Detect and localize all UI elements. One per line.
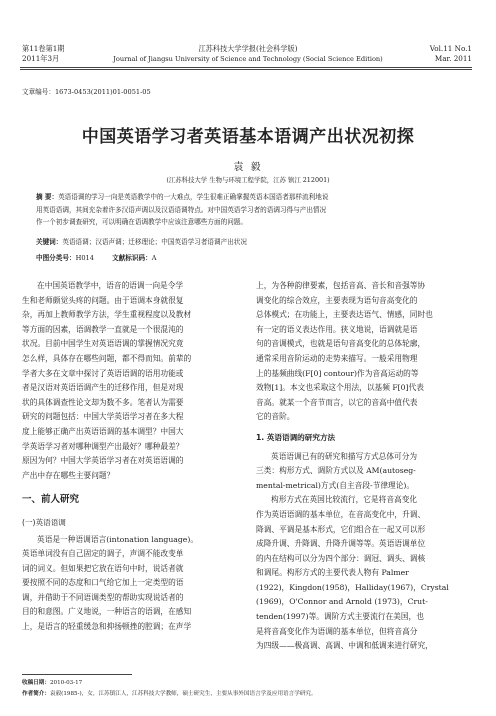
doc-code-label: 文献标识码： [112, 254, 152, 262]
intro-line: 学者大多在文章中探讨了英语语调的语用功能或 [22, 368, 184, 378]
volume-issue-en: Vol.11 No.1 [429, 44, 472, 53]
body-line: 效物[1]。本文也采取这个用法，以基频 F[0]代表 [256, 383, 424, 393]
intro-line: 生和老师颇觉头疼的问题。由于语调本身就很复 [22, 295, 184, 305]
body-line: 为四级——极高调、高调、中调和低调来进行研究， [256, 641, 433, 651]
left-column [22, 279, 241, 635]
author-info-label: 作者简介： [22, 690, 50, 697]
section-heading: 一、前人研究 [22, 494, 80, 506]
keywords-label: 关键词： [36, 238, 63, 246]
clc-code: H014 [75, 254, 94, 262]
intro-line: 等方面的因素，语调教学一直就是一个很混沌的 [22, 324, 184, 334]
author-name: 袁 毅 [233, 162, 263, 173]
journal-name-en: Journal of Jiangsu University of Science and Technology (Social Science Edition) [113, 55, 383, 63]
body-line: 通常采用音阶运动的走势来描写。一般采用物理 [256, 353, 418, 363]
body-line: 上的基频曲线(F[0] contour)作为音高运动的等 [256, 368, 419, 378]
body-line: 的内在结构可以分为四个部分：调冠、调头、调核 [256, 553, 426, 563]
body-line: 三类：构形方式、调阶方式以及 AM(autoseg- [256, 466, 416, 476]
article-number: 文章编号：1673-0453(2011)01-0051-05 [22, 88, 151, 96]
subsection-heading: 1. 英语语调的研究方法 [256, 432, 336, 442]
footnote [22, 678, 474, 699]
date-cn: 2011年3月 [22, 54, 60, 63]
doc-code: A [151, 254, 157, 262]
body-line: 英语语调已有的研究和描写方式总体可分为 [271, 451, 418, 461]
keywords-text: 英语语调；汉语声调；迁移理论；中国英语学习者语调产出状况 [62, 238, 247, 246]
intro-line: 度上能够正确产出英语语调的基本调型？中国大 [22, 426, 184, 436]
body-line: (1922)，Kingdon(1958)，Halliday(1967)，Crystal [256, 582, 449, 592]
abstract-line: 作一个初步调查研究，可以明确在语调教学中应该注意哪些方面的问题。 [36, 218, 247, 226]
body-line: 调，并借助于不同语调类型的帮助实现说话者的 [22, 592, 184, 602]
intro-line: 状的具体调查性论文却为数不多。笔者认为需要 [22, 397, 184, 407]
body-line: 英语单词没有自己固定的调子，声调不能改变单 [22, 549, 184, 559]
body-line: 和调尾。构形方式的主要代表人物有 Palmer [256, 568, 409, 578]
intro-line: 怎么样，具体存在哪些问题，都不得而知。前辈的 [22, 353, 192, 363]
body-line: 有一定的语义表达作用。狭义地说，语调就是语 [256, 324, 418, 334]
body-line: 总体模式；在功能上，主要表达语气、情感，同时也 [256, 310, 433, 320]
date-en: Mar. 2011 [434, 54, 472, 63]
intro-line: 杂，再加上教师教学方法，学生重视程度以及教材 [22, 310, 192, 320]
received-label: 收稿日期： [22, 680, 50, 686]
intro-line: 在中国英语教学中，语音的语调一向是令学 [37, 281, 184, 290]
intro-line: 学英语学习者对哪种调型产出最好？哪种最差？ [22, 441, 184, 451]
volume-issue-cn: 第11卷第1期 [22, 44, 65, 53]
body-line: 词的词义。但如果把它放在语句中时，说话者就 [22, 563, 184, 573]
abstract-line: 用英语语调，其间充杂着许多汉语声调以及汉语语调特点。对中国英语学习者的语调习得与产出情况 [36, 205, 327, 214]
intro-line: 产出中存在哪些主要问题？ [22, 470, 115, 480]
right-column [256, 279, 474, 654]
classification [36, 252, 466, 265]
intro-line: 者是汉语对英语语调产生的迁移作用，但是对现 [22, 383, 184, 393]
intro-line: 研究的问题包括：中国大学英语学习者在多大程 [22, 412, 184, 422]
body-line: 构形方式在英国比较流行，它是将音高变化 [271, 495, 418, 505]
abstract [36, 191, 466, 229]
journal-name-cn: 江苏科技大学学报(社会科学版) [198, 44, 298, 53]
body-line: 上，为各种韵律要素，包括音高、音长和音强等协 [256, 281, 426, 290]
abstract-line: 英语语调的学习一向是英语教学中的一大难点，学生很难正确掌握英语本国语者那样流利地说 [58, 193, 329, 201]
body-line: 它的音阶。 [256, 412, 295, 422]
author-affiliation: (江苏科技大学 生物与环境工程学院，江苏 镇江 212001) [166, 176, 330, 184]
received-date: 2010-03-17 [49, 680, 83, 686]
body-line: 要按照不同的态度和口气给它加上一定类型的语 [22, 578, 184, 588]
header-rule [20, 67, 472, 68]
body-line: 上，是语言的轻重缓急和抑扬顿挫的腔调；在声学 [22, 622, 192, 632]
body-line: 作为英语语调的基本单位，在音高变化中，升调、 [256, 509, 426, 519]
paper-title: 中国英语学习者英语基本语调产出状况初探 [81, 127, 415, 147]
body-line: 目的和意图。广义地说，一种语言的语调，在感知 [22, 607, 192, 617]
body-line: 降调、平调是基本形式，它们组合在一起又可以形 [256, 524, 426, 534]
body-line: 成降升调、升降调、升降升调等等。英语语调单位 [256, 539, 426, 549]
body-line: 调变化的综合效应，主要表现为语句音高变化的 [256, 295, 418, 305]
body-line: mental-metrical)方式(自主音段-节律理论)。 [256, 480, 415, 490]
body-line: 音高。就某一个音节而言，以它的音高中值代表 [256, 397, 418, 407]
intro-line: 原因为何？中国大学英语学习者在对英语语调的 [22, 456, 184, 466]
keywords [36, 236, 466, 249]
body-line: 是将音高变化作为语调的基本单位，但将音高分 [256, 626, 418, 636]
header-rule-thin [20, 69, 472, 70]
clc-label: 中图分类号： [36, 254, 76, 262]
abstract-label: 摘 要： [36, 193, 59, 201]
footnote-rule [22, 674, 132, 675]
body-line: (1969)，O'Connor and Arnold (1973)，Crut- [256, 597, 428, 607]
intro-line: 状况。目前中国学生对英语语调的掌握情况究竟 [22, 339, 184, 349]
subsection-heading: (一)英语语调 [22, 517, 66, 527]
body-line: 英语是一种语调语言(intonation language)。 [37, 534, 199, 544]
author-info: 袁毅(1985-)，女，江苏镇江人，江苏科技大学教师，硕士研究生，主要从事外国语言学及应用语言学研究。 [49, 690, 317, 697]
body-line: tenden(1997)等。调阶方式主要流行在美国，也 [256, 612, 424, 622]
body-line: 句的音调模式，也就是语句音高变化的总体轮廓， [256, 339, 426, 349]
